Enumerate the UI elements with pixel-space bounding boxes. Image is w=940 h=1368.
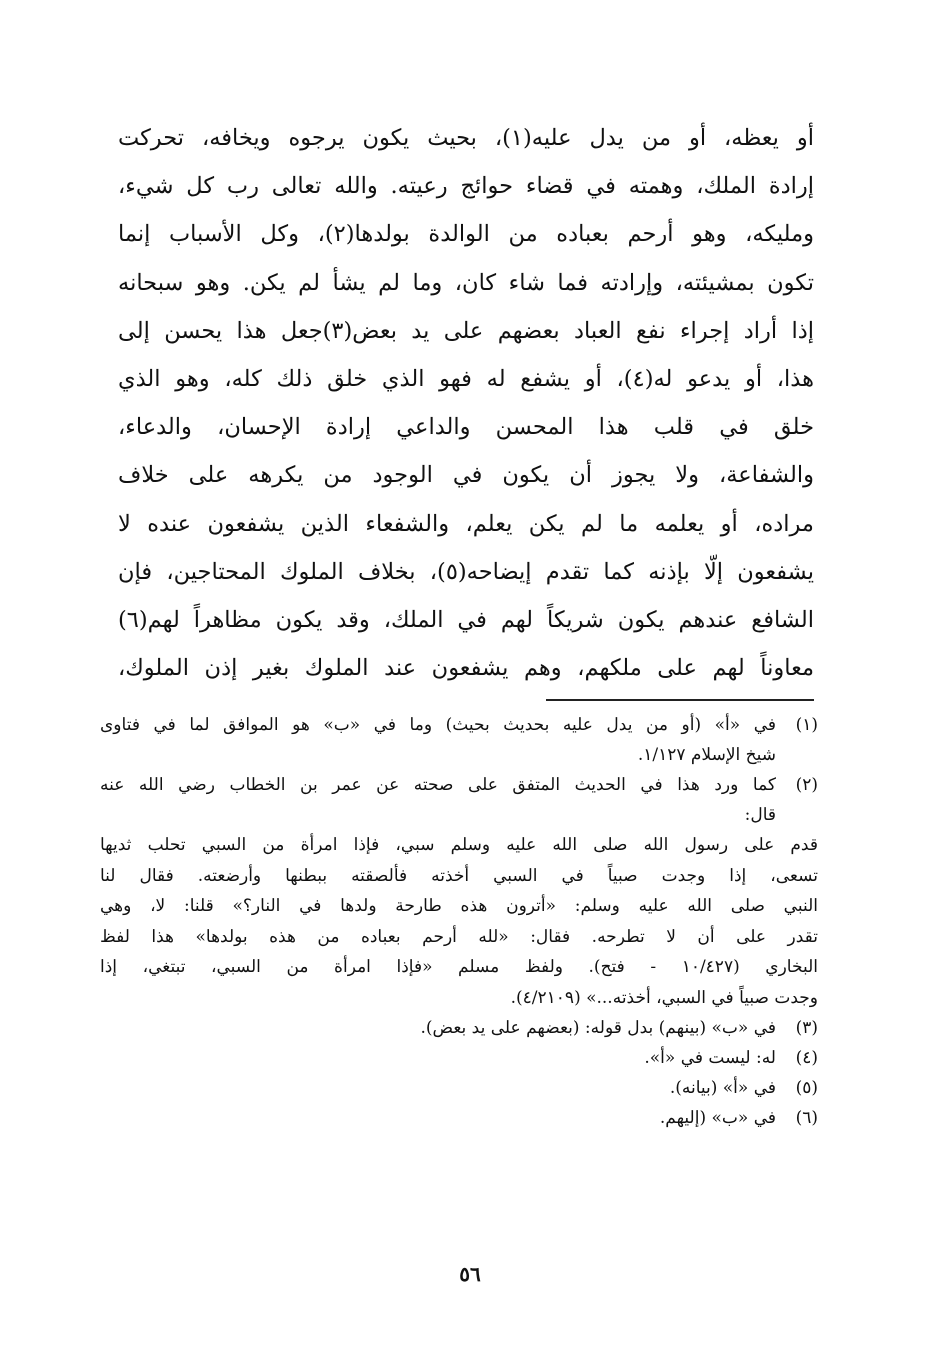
footnote-number: (٥) (795, 1078, 818, 1098)
body-line: إذا أراد إجراء نفع العباد بعضهم على يد بعض(٣)جعل هذا يحسن إلى (118, 317, 814, 344)
footnote-text (100, 1073, 776, 1103)
quote-line: النبي صلى الله عليه وسلم: «أترون هذه طارحة ولدها في النار؟» قلنا: لا، وهي (100, 896, 818, 916)
body-line: الشافع عندهم يكون شريكاً لهم في الملك، وقد يكون مظاهراً لهم(٦) (118, 606, 814, 633)
body-line: مراده، أو يعلمه ما لم يكن يعلم، والشفعاء الذين يشفعون عنده لا (118, 510, 814, 537)
footnote-text (100, 1103, 776, 1133)
footnotes (100, 710, 818, 1133)
footnote (100, 1043, 818, 1073)
body-line: تكون بمشيئته، وإرادته فما شاء كان، وما لم يشأ لم يكن. وهو سبحانه (118, 269, 814, 296)
footnote-line: له: ليست في «أ». (644, 1048, 776, 1068)
footnote-number: (٣) (795, 1018, 818, 1038)
footnote-line: في «أ» (أو من يدل عليه بحديث بحيث) وما في «ب» هو الموافق لما في فتاوى (100, 715, 776, 735)
footnote-line: قال: (744, 805, 776, 825)
footnote-line: في «أ» (بيانه). (669, 1078, 776, 1098)
footnote (100, 1103, 818, 1133)
footnote (100, 770, 818, 830)
body-line: معاوناً لهم على ملكهم، وهم يشفعون عند الملوك بغير إذن الملوك، (118, 655, 814, 682)
footnote-separator (546, 699, 814, 701)
quote-line: تقدر على أن لا تطرحه. فقال: «لله أرحم بعباده من هذه بولدها» هذا لفظ (100, 926, 818, 947)
footnote (100, 1073, 818, 1103)
footnote-number: (٢) (795, 775, 818, 795)
body-text (118, 114, 814, 692)
footnote (100, 1013, 818, 1043)
body-line: خلق في قلب هذا المحسن والداعي إرادة الإحسان، والدعاء، (118, 414, 814, 441)
body-line: أو يعظه، أو من يدل عليه(١)، بحيث يكون يرجوه ويخافه، تحركت (118, 125, 814, 151)
body-line: إرادة الملك، وهمته في قضاء حوائج رعيته. والله تعالى رب كل شيء، (118, 173, 814, 200)
quote-line: البخاري (١٠/٤٢٧ - فتح). ولفظ مسلم «فإذا امرأة من السبي، تبتغي، إذا (100, 957, 818, 977)
footnote-text (100, 1043, 776, 1073)
quote-line: قدم على رسول الله صلى الله عليه وسلم سبي، فإذا امرأة من السبي تحلب ثديها (100, 835, 818, 855)
footnote-number: (١) (795, 715, 818, 735)
footnote-line: في «ب» (إليهم. (659, 1108, 776, 1128)
page-number: ٥٦ (459, 1262, 481, 1286)
quote-line: وجدت صبياً في السبي، أخذته...» (٤/٢١٠٩). (510, 987, 818, 1008)
footnote-text (100, 1013, 776, 1043)
body-line: يشفعون إلّا بإذنه كما تقدم إيضاحه(٥)، بخلاف الملوك المحتاجين، فإن (118, 558, 814, 585)
quote-line: تسعى، إذا وجدت صبياً في السبي أخذته فألصقته ببطنها وأرضعته. فقال لنا (100, 865, 818, 886)
footnote-text (100, 710, 776, 770)
body-line: والشفاعة، ولا يجوز أن يكون في الوجود من يكرهه على خلاف (118, 462, 814, 489)
footnote-number: (٤) (795, 1048, 818, 1068)
footnote-number: (٦) (795, 1108, 818, 1128)
footnote (100, 710, 818, 770)
footnote-line: شيخ الإسلام ١/١٢٧. (637, 745, 776, 765)
footnote-text (100, 770, 776, 830)
footnote-line: في «ب» (بينهم) بدل قوله: (بعضهم على يد بعض). (420, 1018, 776, 1038)
footnote-line: كما ورد هذا في الحديث المتفق على صحته عن عمر بن الخطاب رضي الله عنه (100, 775, 776, 795)
hadith-quote (100, 830, 818, 1013)
body-line: ومليكه، وهو أرحم بعباده من الوالدة بولدها(٢)، وكل الأسباب إنما (118, 221, 814, 248)
body-line: هذا، أو يدعو له(٤)، أو يشفع له فهو الذي خلق ذلك كله، وهو الذي (118, 365, 814, 392)
